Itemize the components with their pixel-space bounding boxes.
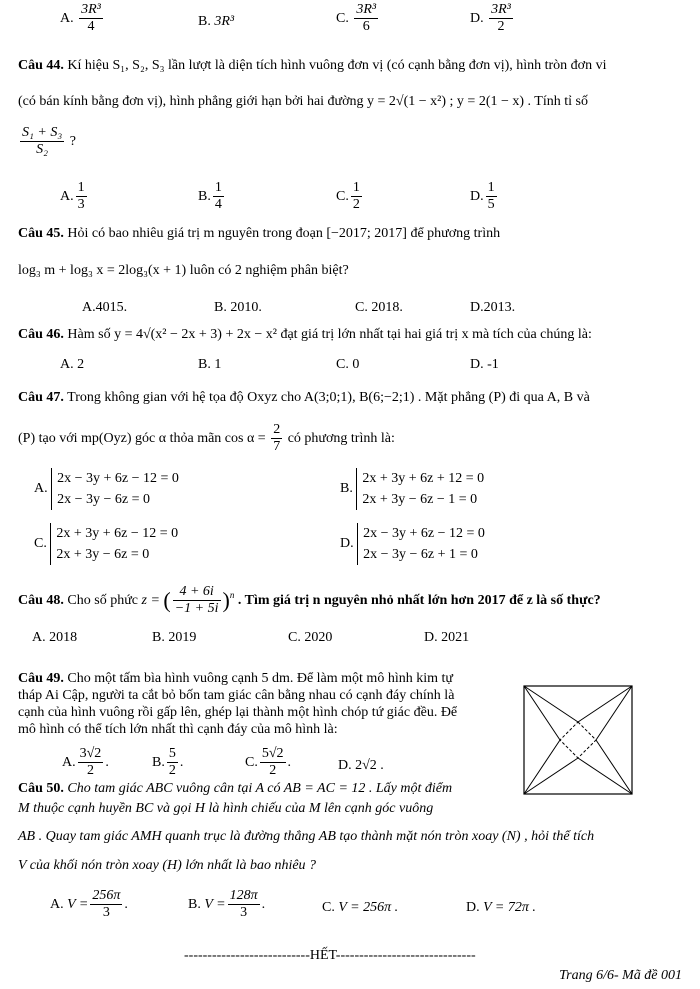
q49-option-c[interactable]: C. $\frac{5√2}{2}$ . bbox=[245, 746, 292, 779]
q47-option-b[interactable]: B. 2x + 3y + 6z + 12 = 0 2x + 3y − 6z − 1 = 0 bbox=[340, 468, 484, 510]
q44-ratio: $\frac{\text{S₁ + S₃}}{\text{S₂}}$ ? bbox=[22, 125, 76, 158]
q48-option-c[interactable]: C. 2020 bbox=[288, 630, 333, 645]
q48-text: Câu 48. Cho số phức z = ( $\frac{4 + 6i}{-1 + 5i}$ )$^n$ . Tìm giá trị n nguyên nhỏ nhất lớn hơn 2017 để z là số thực? bbox=[18, 584, 601, 617]
q50-option-c[interactable]: C. V = 256π . bbox=[322, 900, 399, 915]
q44-option-d[interactable]: D. $\frac{1}{5}$ bbox=[470, 180, 495, 213]
q44-option-c[interactable]: C. $\frac{1}{2}$ bbox=[336, 180, 360, 213]
q47-line2: (P) tạo với mp(Oyz) góc α thỏa mãn cos α = $\frac{2}{7}$ có phương trình là: bbox=[18, 422, 395, 455]
q44-option-a[interactable]: A. $\frac{1}{3}$ bbox=[60, 180, 85, 213]
q43-option-c[interactable]: C. $\frac{\text{3R³}}{6}$ bbox=[336, 2, 377, 35]
q44-line2: (có bán kính bằng đơn vị), hình phẳng giới hạn bởi hai đường y = 2√(1 − x²) ; y = 2(1 − x) . Tính tỉ số bbox=[18, 94, 588, 109]
q49-text: Câu 49. Cho một tấm bìa hình vuông cạnh 5 dm. Để làm một mô hình kim tự tháp Ai Cập, người ta cắt bỏ bốn tam giác cân bằng nhau có cạnh đáy chính là cạnh của hình vuông rồi gấp lên, ghép lại thành một hình chóp tứ giác đều. Để mô hình có thể tích lớn nhất thì cạnh đáy của mô hình là: bbox=[18, 671, 458, 737]
q45-option-c[interactable]: C. 2018. bbox=[355, 300, 403, 315]
q47-line1: Câu 47. Trong không gian với hệ tọa độ Oxyz cho A(3;0;1), B(6;−2;1) . Mặt phẳng (P) đi qua A, B và bbox=[18, 390, 590, 405]
q45-option-a[interactable]: A.4015. bbox=[82, 300, 128, 315]
q50-line4: V của khối nón tròn xoay (H) lớn nhất là bao nhiêu ? bbox=[18, 858, 317, 873]
end-marker: ---------------------------HẾT------------------------------ bbox=[184, 948, 476, 963]
q46-option-b[interactable]: B. 1 bbox=[198, 357, 222, 372]
q46-option-a[interactable]: A. 2 bbox=[60, 357, 85, 372]
q49-option-d[interactable]: D. 2√2 . bbox=[338, 758, 384, 773]
q44-option-b[interactable]: B. $\frac{1}{4}$ bbox=[198, 180, 222, 213]
q43-option-d[interactable]: D. $\frac{\text{3R³}}{2}$ bbox=[470, 2, 511, 35]
q44-line1: Câu 44. Kí hiệu S₁, S₂, S₃ lần lượt là diện tích hình vuông đơn vị (có cạnh bằng đơn vị), hình tròn đơn vi bbox=[18, 58, 607, 73]
q50-option-b[interactable]: B. V = $\frac{128\pi}{3}$ . bbox=[188, 888, 266, 921]
q45-line1: Câu 45. Hỏi có bao nhiêu giá trị m nguyên trong đoạn [−2017; 2017] để phương trình bbox=[18, 226, 501, 241]
q49-option-a[interactable]: A. $\frac{3√2}{2}$ . bbox=[62, 746, 109, 779]
q45-option-d[interactable]: D.2013. bbox=[470, 300, 516, 315]
page-footer: Trang 6/6- Mã đề 001 bbox=[559, 968, 682, 983]
q50-text: Câu 50. Cho tam giác ABC vuông cân tại A có AB = AC = 12 . Lấy một điểm M thuộc cạnh huyền BC và gọi H là hình chiếu của M lên cạnh góc vuông bbox=[18, 781, 453, 816]
q47-option-a[interactable]: A. 2x − 3y + 6z − 12 = 0 2x − 3y − 6z = 0 bbox=[34, 468, 179, 510]
q48-option-a[interactable]: A. 2018 bbox=[32, 630, 78, 645]
q47-option-d[interactable]: D. 2x − 3y + 6z − 12 = 0 2x − 3y − 6z + 1 = 0 bbox=[340, 523, 485, 565]
q45-option-b[interactable]: B. 2010. bbox=[214, 300, 262, 315]
q47-option-c[interactable]: C. 2x + 3y + 6z − 12 = 0 2x + 3y − 6z = 0 bbox=[34, 523, 178, 565]
q43-option-a[interactable]: A. $\frac{\text{3R³}}{4}$ bbox=[60, 2, 101, 35]
q46-text: Câu 46. Hàm số y = 4√(x² − 2x + 3) + 2x − x² đạt giá trị lớn nhất tại hai giá trị x mà tích của chúng là: bbox=[18, 327, 592, 342]
q43-option-b[interactable]: B. 3R³ bbox=[198, 14, 235, 29]
q48-option-b[interactable]: B. 2019 bbox=[152, 630, 197, 645]
q46-option-c[interactable]: C. 0 bbox=[336, 357, 360, 372]
q50-option-d[interactable]: D. V = 72π . bbox=[466, 900, 536, 915]
q48-option-d[interactable]: D. 2021 bbox=[424, 630, 470, 645]
q50-line3: AB . Quay tam giác AMH quanh trục là đường thẳng AB tạo thành mặt nón tròn xoay (N) , hỏi thể tích bbox=[18, 829, 595, 844]
q49-option-b[interactable]: B. $\frac{5}{2}$ . bbox=[152, 746, 184, 779]
q46-option-d[interactable]: D. -1 bbox=[470, 357, 499, 372]
pyramid-net-figure bbox=[522, 684, 634, 796]
q50-option-a[interactable]: A. V = $\frac{256\pi}{3}$ . bbox=[50, 888, 128, 921]
q45-line2: log₃ m + log₃ x = 2log₃(x + 1) luôn có 2 nghiệm phân biệt? bbox=[18, 263, 349, 278]
